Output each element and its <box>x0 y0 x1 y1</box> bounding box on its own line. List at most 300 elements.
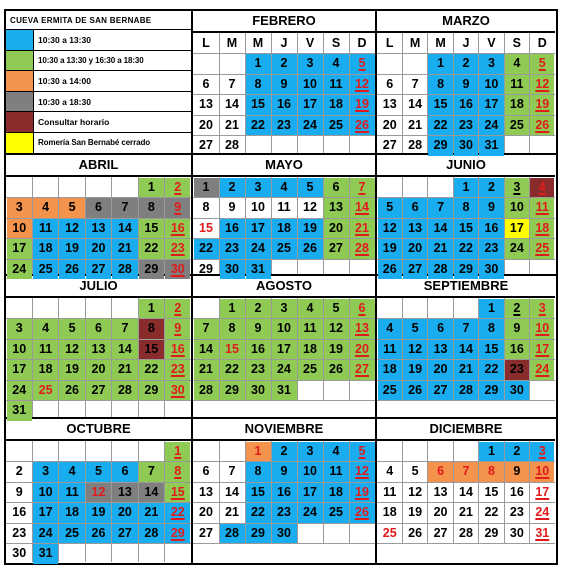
day-cell: 26 <box>350 116 375 136</box>
legend-swatch <box>6 71 34 91</box>
day-cell: 9 <box>505 319 529 339</box>
day-cell: 15 <box>199 220 213 235</box>
day-cell: 15 <box>428 95 452 115</box>
day-cell: 3 <box>33 462 58 482</box>
day-cell: 27 <box>382 138 397 152</box>
day-cell: 18 <box>59 503 84 523</box>
day-cell: 11 <box>298 319 323 339</box>
day-cell: 18 <box>530 219 554 239</box>
day-cell: 23 <box>509 505 524 519</box>
day-cell: 21 <box>112 360 137 380</box>
day-cell: 4 <box>530 178 554 198</box>
day-cell: 29 <box>165 524 190 544</box>
day-cell: 5 <box>350 442 375 462</box>
day-cell: 23 <box>479 239 503 259</box>
day-cell: 6 <box>403 198 427 218</box>
day-cell: 6 <box>112 462 137 482</box>
day-cell: 17 <box>246 219 271 239</box>
legend-label: Romería San Bernabé cerrado <box>38 137 151 147</box>
day-cell: 5 <box>59 198 84 218</box>
day-cell: 17 <box>530 340 554 360</box>
day-cell: 8 <box>479 319 503 339</box>
day-cell: 22 <box>246 503 271 523</box>
day-cell: 18 <box>378 360 402 380</box>
day-cell: 23 <box>272 116 297 136</box>
day-cell: 11 <box>277 200 291 214</box>
day-cell: 2 <box>220 178 245 198</box>
day-cell: 13 <box>199 484 213 499</box>
legend-swatch <box>6 112 34 132</box>
day-cell: 13 <box>199 97 213 111</box>
day-cell: 22 <box>165 503 190 523</box>
day-cell: 24 <box>298 503 323 523</box>
day-cell: 5 <box>59 319 84 339</box>
day-cell: 3 <box>530 442 554 462</box>
day-cell: 31 <box>535 525 550 540</box>
month-panel <box>377 155 555 274</box>
day-cell: 7 <box>428 198 452 218</box>
day-cell: 27 <box>86 381 111 401</box>
day-cell: 16 <box>509 484 524 499</box>
legend-swatch <box>6 51 34 71</box>
day-cell: 11 <box>378 340 402 360</box>
day-cell: 1 <box>454 178 478 198</box>
day-cell: 25 <box>33 381 58 401</box>
day-cell: 10 <box>479 75 503 95</box>
day-cell: 19 <box>408 505 423 519</box>
month-panel <box>193 419 375 562</box>
day-cell: 7 <box>454 319 478 339</box>
day-cell: 26 <box>59 381 84 401</box>
day-cell: 9 <box>165 198 190 218</box>
day-cell: 30 <box>165 381 190 401</box>
month-title: MARZO <box>377 11 555 33</box>
day-cell: 4 <box>386 464 394 478</box>
grid-line <box>377 400 555 401</box>
day-cell: 1 <box>246 54 271 74</box>
day-cell: 13 <box>86 219 111 239</box>
day-cell: 5 <box>530 54 554 74</box>
weekday-header: S <box>331 36 341 50</box>
day-cell: 16 <box>246 340 271 360</box>
day-cell: 2 <box>454 54 478 74</box>
month-title: DICIEMBRE <box>377 419 555 441</box>
day-cell: 16 <box>165 340 190 360</box>
day-cell: 25 <box>530 239 554 259</box>
day-cell: 3 <box>7 198 32 218</box>
day-cell: 13 <box>112 483 137 503</box>
day-cell: 19 <box>298 219 323 239</box>
day-cell: 23 <box>246 360 271 380</box>
weekday-header: M <box>435 36 446 50</box>
legend-item <box>6 70 191 91</box>
day-cell: 25 <box>324 503 349 523</box>
day-cell: 9 <box>15 484 23 499</box>
day-cell: 29 <box>199 261 213 276</box>
day-cell: 6 <box>428 462 452 482</box>
day-cell: 10 <box>530 462 554 482</box>
day-cell: 26 <box>408 525 423 540</box>
legend-label: 10:30 a 13:30 <box>38 35 91 45</box>
day-cell: 21 <box>112 239 137 259</box>
day-cell: 18 <box>33 360 58 380</box>
day-cell: 20 <box>86 360 111 380</box>
day-cell: 8 <box>246 462 271 482</box>
day-cell: 13 <box>382 97 397 111</box>
day-cell: 15 <box>165 483 190 503</box>
day-cell: 29 <box>220 381 245 401</box>
day-cell: 4 <box>324 442 349 462</box>
day-cell: 27 <box>199 525 213 540</box>
day-cell: 13 <box>350 319 375 339</box>
day-cell: 21 <box>350 219 375 239</box>
day-cell: 11 <box>505 75 529 95</box>
day-cell: 30 <box>272 524 297 544</box>
day-cell: 10 <box>251 200 265 214</box>
month-title: ABRIL <box>6 155 191 177</box>
day-cell: 28 <box>112 381 137 401</box>
day-cell: 2 <box>505 442 529 462</box>
day-cell: 16 <box>454 95 478 115</box>
day-cell: 12 <box>350 75 375 95</box>
day-cell: 6 <box>350 299 375 319</box>
day-cell: 17 <box>298 95 323 115</box>
day-cell: 27 <box>433 525 448 540</box>
day-cell: 5 <box>298 178 323 198</box>
day-cell: 8 <box>202 200 210 214</box>
day-cell: 25 <box>272 239 297 259</box>
legend-swatch <box>6 30 34 50</box>
day-cell: 2 <box>165 178 190 198</box>
day-cell: 20 <box>86 239 111 259</box>
day-cell: 26 <box>59 260 84 280</box>
day-cell: 12 <box>530 75 554 95</box>
day-cell: 14 <box>408 97 423 111</box>
day-cell: 10 <box>298 462 323 482</box>
month-title: JUNIO <box>377 155 555 177</box>
day-cell: 8 <box>220 319 245 339</box>
day-cell: 24 <box>272 360 297 380</box>
day-cell: 1 <box>194 178 219 198</box>
weekday-header: J <box>462 36 470 50</box>
weekday-header: V <box>487 36 496 50</box>
legend-item <box>6 29 191 50</box>
day-cell: 1 <box>139 178 164 198</box>
day-cell: 11 <box>33 219 58 239</box>
day-cell: 15 <box>246 95 271 115</box>
day-cell: 14 <box>459 484 473 499</box>
grid-line <box>193 543 375 544</box>
legend-item <box>6 111 191 132</box>
day-cell: 10 <box>298 75 323 95</box>
day-cell: 12 <box>403 340 427 360</box>
day-cell: 5 <box>403 319 427 339</box>
day-cell: 14 <box>139 483 164 503</box>
day-cell: 8 <box>246 75 271 95</box>
day-cell: 16 <box>165 219 190 239</box>
day-cell: 30 <box>505 381 529 401</box>
weekday-header: M <box>226 36 238 50</box>
day-cell: 19 <box>86 503 111 523</box>
weekday-header: S <box>512 36 522 50</box>
day-cell: 31 <box>7 401 32 421</box>
day-cell: 3 <box>272 299 297 319</box>
day-cell: 6 <box>428 319 452 339</box>
day-cell: 22 <box>428 116 452 136</box>
day-cell: 19 <box>59 360 84 380</box>
day-cell: 27 <box>199 138 213 152</box>
day-cell: 29 <box>454 260 478 280</box>
day-cell: 11 <box>324 462 349 482</box>
day-cell: 8 <box>428 75 452 95</box>
legend-label: 10:30 a 18:30 <box>38 96 91 107</box>
legend <box>6 11 191 153</box>
day-cell: 19 <box>530 95 554 115</box>
day-cell: 21 <box>454 360 478 380</box>
day-cell: 1 <box>139 299 164 319</box>
day-cell: 20 <box>199 117 213 132</box>
day-cell: 7 <box>112 198 137 218</box>
day-cell: 30 <box>12 546 27 560</box>
day-cell: 12 <box>350 462 375 482</box>
day-cell: 13 <box>433 484 448 499</box>
day-cell: 4 <box>324 54 349 74</box>
day-cell: 11 <box>59 483 84 503</box>
weekday-header: J <box>280 36 288 50</box>
day-cell: 3 <box>298 54 323 74</box>
day-cell: 10 <box>7 340 32 360</box>
day-cell: 22 <box>484 505 499 519</box>
legend-label: Consultar horario <box>38 117 110 127</box>
day-cell: 5 <box>378 198 402 218</box>
day-cell: 28 <box>428 260 452 280</box>
day-cell: 28 <box>194 381 219 401</box>
day-cell: 23 <box>272 503 297 523</box>
day-cell: 20 <box>433 505 448 519</box>
day-cell: 8 <box>139 319 164 339</box>
day-cell: 12 <box>324 319 349 339</box>
day-cell: 7 <box>454 462 478 482</box>
day-cell: 21 <box>225 117 239 132</box>
day-cell: 7 <box>350 178 375 198</box>
day-cell: 22 <box>220 360 245 380</box>
day-cell: 28 <box>220 524 245 544</box>
day-cell: 12 <box>59 219 84 239</box>
day-cell: 14 <box>225 484 239 499</box>
day-cell: 4 <box>298 299 323 319</box>
day-cell: 15 <box>139 340 164 360</box>
day-cell: 1 <box>479 442 503 462</box>
day-cell: 19 <box>350 95 375 115</box>
day-cell: 29 <box>139 260 164 280</box>
weekday-header: L <box>202 36 210 50</box>
day-cell: 25 <box>378 381 402 401</box>
day-cell: 15 <box>479 340 503 360</box>
day-cell: 4 <box>33 319 58 339</box>
day-cell: 24 <box>7 260 32 280</box>
day-cell: 5 <box>411 464 419 478</box>
legend-item <box>6 50 191 71</box>
day-cell: 4 <box>59 462 84 482</box>
day-cell: 29 <box>246 524 271 544</box>
day-cell: 11 <box>383 484 397 499</box>
day-cell: 6 <box>86 319 111 339</box>
day-cell: 2 <box>15 464 23 478</box>
day-cell: 13 <box>428 340 452 360</box>
day-cell: 30 <box>509 525 524 540</box>
day-cell: 21 <box>428 239 452 259</box>
day-cell: 5 <box>350 54 375 74</box>
day-cell: 24 <box>246 239 271 259</box>
day-cell: 28 <box>408 138 423 152</box>
day-cell: 4 <box>505 54 529 74</box>
day-cell: 28 <box>139 524 164 544</box>
day-cell: 11 <box>324 75 349 95</box>
day-cell: 26 <box>324 360 349 380</box>
day-cell: 3 <box>7 319 32 339</box>
day-cell: 19 <box>403 360 427 380</box>
day-cell: 23 <box>165 239 190 259</box>
day-cell: 25 <box>59 524 84 544</box>
day-cell: 29 <box>484 525 499 540</box>
day-cell: 18 <box>33 239 58 259</box>
day-cell: 22 <box>139 239 164 259</box>
legend-item <box>6 91 191 112</box>
day-cell: 7 <box>411 76 419 91</box>
day-cell: 30 <box>479 260 503 280</box>
day-cell: 6 <box>202 76 210 91</box>
day-cell: 22 <box>139 360 164 380</box>
month-title: OCTUBRE <box>6 419 191 441</box>
day-cell: 21 <box>225 505 239 519</box>
day-cell: 27 <box>403 260 427 280</box>
day-cell: 19 <box>324 340 349 360</box>
day-cell: 1 <box>220 299 245 319</box>
day-cell: 14 <box>112 340 137 360</box>
day-cell: 2 <box>479 178 503 198</box>
legend-item <box>6 132 191 153</box>
day-cell: 20 <box>350 340 375 360</box>
day-cell: 9 <box>454 75 478 95</box>
month-title: MAYO <box>193 155 375 177</box>
month-title: JULIO <box>6 276 191 298</box>
day-cell: 9 <box>228 200 236 214</box>
calendar <box>4 9 558 565</box>
day-cell: 7 <box>228 464 236 478</box>
month-panel <box>6 419 191 562</box>
day-cell: 14 <box>454 340 478 360</box>
day-cell: 21 <box>459 505 473 519</box>
legend-title: CUEVA ERMITA DE SAN BERNABE <box>10 16 152 25</box>
day-cell: 20 <box>382 117 397 132</box>
day-cell: 16 <box>12 505 27 519</box>
day-cell: 24 <box>298 116 323 136</box>
day-cell: 26 <box>378 260 402 280</box>
day-cell: 2 <box>505 299 529 319</box>
day-cell: 22 <box>246 116 271 136</box>
day-cell: 15 <box>139 219 164 239</box>
day-cell: 6 <box>86 198 111 218</box>
day-cell: 21 <box>408 117 423 132</box>
month-panel <box>377 419 555 562</box>
day-cell: 20 <box>199 505 213 519</box>
day-cell: 22 <box>194 239 219 259</box>
day-cell: 28 <box>454 381 478 401</box>
day-cell: 23 <box>12 525 27 540</box>
day-cell: 18 <box>298 340 323 360</box>
day-cell: 17 <box>479 95 503 115</box>
month-panel <box>6 276 191 417</box>
day-cell: 17 <box>505 219 529 239</box>
weekday-header: L <box>385 36 394 50</box>
day-cell: 28 <box>112 260 137 280</box>
day-cell: 10 <box>505 198 529 218</box>
day-cell: 4 <box>272 178 297 198</box>
day-cell: 24 <box>7 381 32 401</box>
day-cell: 14 <box>112 219 137 239</box>
day-cell: 13 <box>86 340 111 360</box>
month-title: AGOSTO <box>193 276 375 298</box>
day-cell: 30 <box>246 381 271 401</box>
day-cell: 9 <box>246 319 271 339</box>
day-cell: 31 <box>479 136 503 156</box>
day-cell: 3 <box>479 54 503 74</box>
day-cell: 27 <box>428 381 452 401</box>
day-cell: 17 <box>7 239 32 259</box>
day-cell: 24 <box>479 116 503 136</box>
legend-label: 10:30 a 13:30 y 16:30 a 18:30 <box>38 55 144 65</box>
day-cell: 16 <box>272 483 297 503</box>
day-cell: 7 <box>194 319 219 339</box>
day-cell: 24 <box>535 505 550 519</box>
day-cell: 18 <box>272 219 297 239</box>
month-title: NOVIEMBRE <box>193 419 375 441</box>
day-cell: 20 <box>112 503 137 523</box>
day-cell: 29 <box>428 136 452 156</box>
month-panel <box>6 155 191 274</box>
day-cell: 2 <box>272 54 297 74</box>
day-cell: 2 <box>246 299 271 319</box>
weekday-header: M <box>409 36 421 50</box>
day-cell: 16 <box>272 95 297 115</box>
weekday-header: D <box>357 36 367 50</box>
day-cell: 20 <box>403 239 427 259</box>
day-cell: 6 <box>202 464 210 478</box>
day-cell: 9 <box>165 319 190 339</box>
day-cell: 12 <box>408 484 423 499</box>
day-cell: 18 <box>505 95 529 115</box>
day-cell: 26 <box>403 381 427 401</box>
day-cell: 8 <box>454 198 478 218</box>
day-cell: 5 <box>86 462 111 482</box>
day-cell: 23 <box>165 360 190 380</box>
day-cell: 1 <box>165 442 190 462</box>
day-cell: 15 <box>220 340 245 360</box>
day-cell: 28 <box>459 525 473 540</box>
day-cell: 10 <box>530 319 554 339</box>
day-cell: 23 <box>505 360 529 380</box>
day-cell: 7 <box>112 319 137 339</box>
day-cell: 25 <box>505 116 529 136</box>
day-cell: 16 <box>505 340 529 360</box>
day-cell: 15 <box>246 483 271 503</box>
day-cell: 26 <box>530 116 554 136</box>
month-panel <box>377 276 555 417</box>
day-cell: 11 <box>530 198 554 218</box>
day-cell: 30 <box>454 136 478 156</box>
day-cell: 17 <box>33 503 58 523</box>
day-cell: 16 <box>479 219 503 239</box>
